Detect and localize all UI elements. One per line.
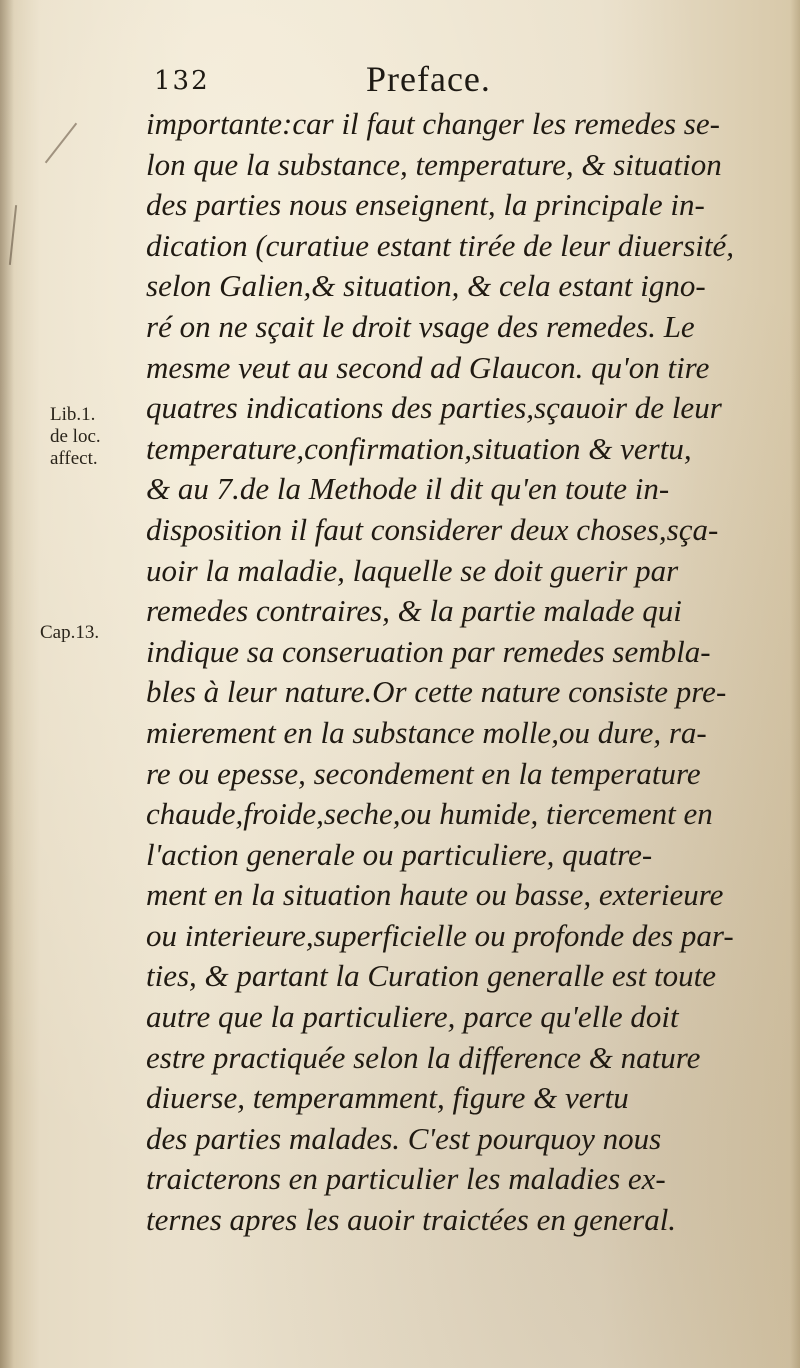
text-line: re ou epesse, secondement en la temperature [146, 755, 701, 791]
text-line: des parties malades. C'est pourquoy nous [146, 1120, 662, 1156]
text-line: des parties nous enseignent, la principale in- [146, 187, 705, 223]
margin-note-line: Lib.1. [50, 404, 96, 425]
margin-note-lib [50, 404, 101, 470]
text-line: selon Galien,& situation, & cela estant igno- [146, 268, 706, 304]
page-header [150, 58, 750, 108]
text-line: ré on ne sçait le droit vsage des remedes. Le [146, 308, 695, 344]
text-line: & au 7.de la Methode il dit qu'en toute in- [146, 471, 670, 507]
text-line: autre que la particuliere, parce qu'elle doit [146, 999, 679, 1035]
text-line: remedes contraires, & la partie malade qui [146, 593, 682, 629]
text-line: estre practiquée selon la difference & nature [146, 1039, 701, 1075]
running-head: Preface. [366, 59, 491, 99]
text-line: temperature,confirmation,situation & vertu, [146, 430, 692, 466]
text-line: disposition il faut considerer deux choses,sça- [146, 511, 719, 547]
text-line: importante:car il faut changer les remedes se- [146, 106, 720, 141]
text-line: indique sa conseruation par remedes sembla- [146, 633, 711, 669]
margin-note-line: affect. [50, 448, 98, 469]
text-line: chaude,froide,seche,ou humide, tiercement en [146, 796, 713, 832]
text-line: bles à leur nature.Or cette nature consiste pre- [146, 674, 727, 710]
text-line: quatres indications des parties,sçauoir de leur [146, 390, 722, 426]
text-line: ternes apres les auoir traictées en general. [146, 1202, 677, 1238]
text-line: dication (curatiue estant tirée de leur diuersité, [146, 227, 735, 263]
text-line: mesme veut au second ad Glaucon. qu'on tire [146, 349, 710, 385]
text-line: lon que la substance, temperature, & situation [146, 146, 722, 182]
text-line: mierement en la substance molle,ou dure, ra- [146, 714, 707, 750]
page-number: 132 [154, 66, 210, 96]
text-line: l'action generale ou particuliere, quatre- [146, 836, 653, 872]
text-line: ment en la situation haute ou basse, exterieure [146, 877, 724, 913]
gutter-shadow [0, 0, 14, 1368]
text-line: ou interieure,superficielle ou profonde des par- [146, 917, 734, 953]
body-text [146, 104, 786, 1241]
text-line: traicterons en particulier les maladies ex- [146, 1161, 666, 1197]
margin-note-cap: Cap.13. [40, 622, 100, 643]
text-line: ties, & partant la Curation generalle est toute [146, 958, 717, 994]
margin-note-line: de loc. [50, 426, 101, 447]
text-line: uoir la maladie, laquelle se doit guerir par [146, 552, 679, 588]
pen-mark [45, 123, 77, 164]
text-line: diuerse, temperamment, figure & vertu [146, 1080, 629, 1116]
